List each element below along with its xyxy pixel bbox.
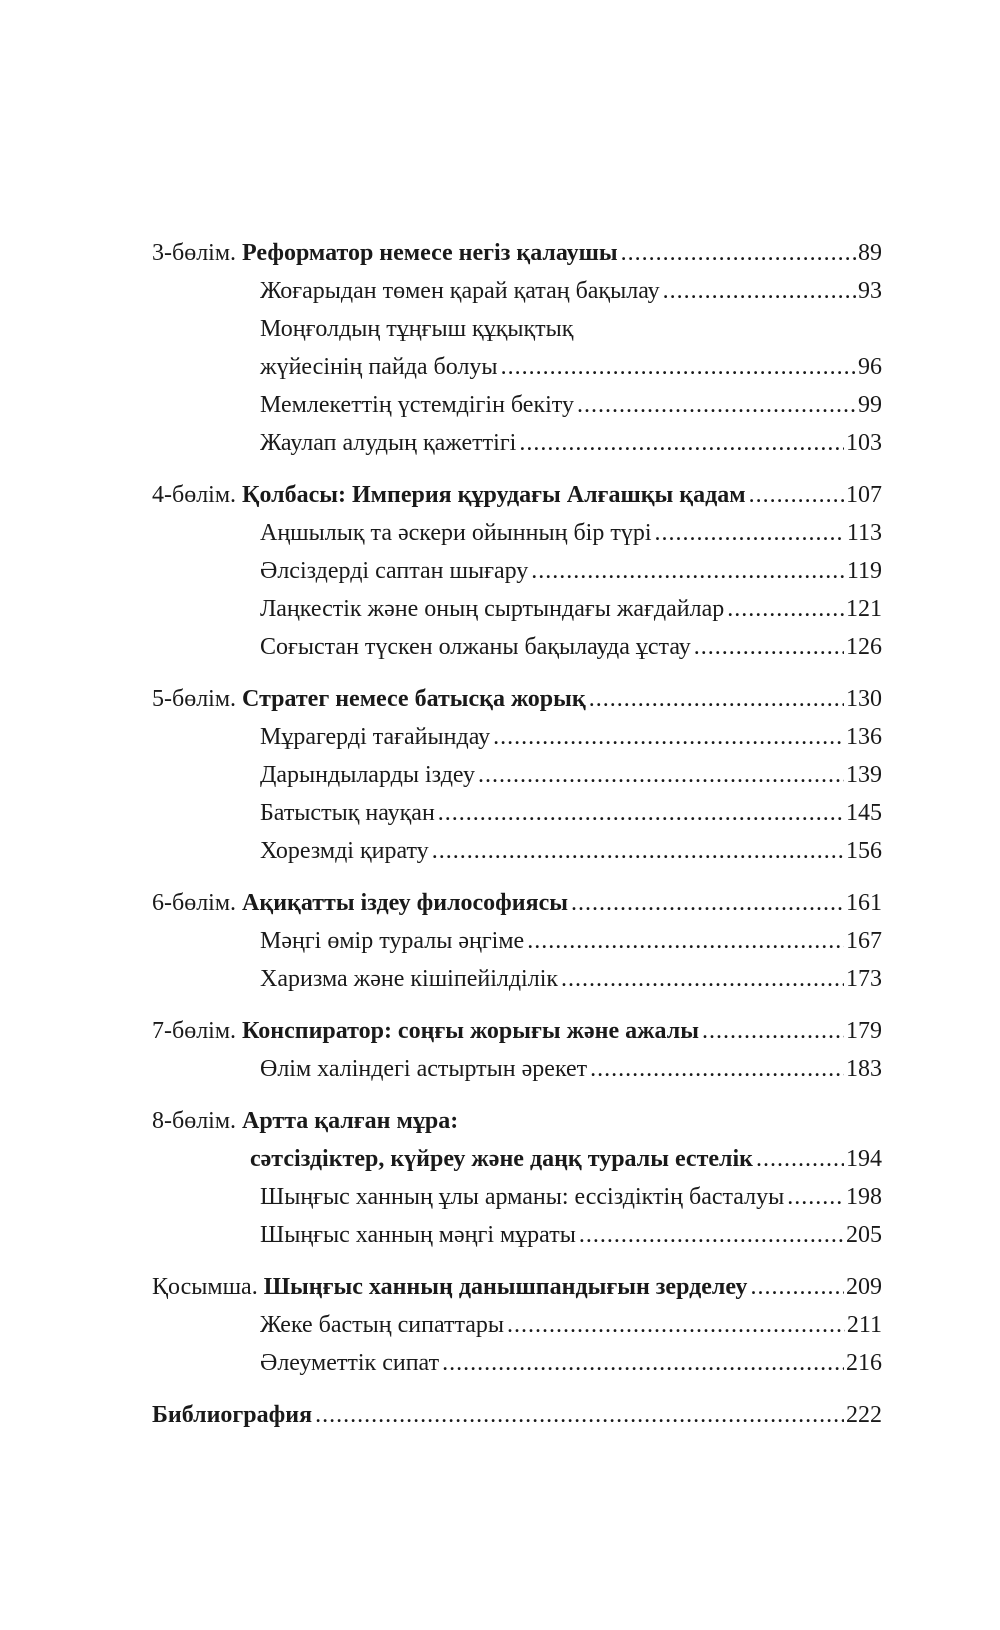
- chapter-title: Қолбасы: Империя құрудағы Алғашқы қадам: [242, 482, 746, 508]
- page-number: 194: [846, 1146, 882, 1172]
- entry-title: Әлеуметтік сипат: [260, 1350, 440, 1376]
- page-number: 211: [846, 1312, 882, 1338]
- page-number: 126: [846, 634, 882, 660]
- toc-entry-line1: [152, 310, 882, 348]
- toc-chapter-3: [152, 234, 882, 272]
- dot-leader: [561, 960, 844, 998]
- page-number: 103: [846, 430, 882, 456]
- chapter-prefix: 7-бөлім.: [152, 1018, 237, 1044]
- page-number: 89: [858, 240, 882, 266]
- toc-entry: [152, 348, 882, 386]
- chapter-title: Шыңғыс ханның данышпандығын зерделеу: [263, 1274, 748, 1300]
- entry-title: Әлсіздерді саптан шығару: [260, 558, 529, 584]
- page-number: 119: [846, 558, 882, 584]
- toc-entry: [152, 1178, 882, 1216]
- page-number: 183: [846, 1056, 882, 1082]
- dot-leader: [663, 272, 856, 310]
- toc-chapter-8: [152, 1140, 882, 1178]
- dot-leader: [315, 1396, 844, 1434]
- chapter-title: Стратег немесе батысқа жорық: [242, 686, 586, 712]
- chapter-prefix: 8-бөлім.: [152, 1108, 237, 1134]
- dot-leader: [727, 590, 844, 628]
- dot-leader: [787, 1178, 844, 1216]
- chapter-title: Ақиқатты іздеу философиясы: [242, 890, 568, 916]
- entry-title: Соғыстан түскен олжаны бақылауда ұстау: [260, 634, 691, 660]
- entry-title: Шыңғыс ханның мәңгі мұраты: [260, 1222, 576, 1248]
- toc-entry: [152, 1344, 882, 1382]
- toc-entry: [152, 1216, 882, 1254]
- entry-title: Өлім халіндегі астыртын әрекет: [260, 1056, 588, 1082]
- page-number: 96: [858, 354, 882, 380]
- toc-chapter-4: [152, 476, 882, 514]
- page-number: 136: [846, 724, 882, 750]
- dot-leader: [478, 756, 844, 794]
- page-number: 113: [846, 520, 882, 546]
- page-number: 99: [858, 392, 882, 418]
- entry-title: Харизма және кішіпейілділік: [260, 966, 559, 992]
- entry-title: Жоғарыдан төмен қарай қатаң бақылау: [260, 278, 660, 304]
- chapter-prefix: 6-бөлім.: [152, 890, 237, 916]
- toc-chapter-7: [152, 1012, 882, 1050]
- entry-title: жүйесінің пайда болуы: [260, 354, 498, 380]
- dot-leader: [577, 386, 856, 424]
- page-number: 130: [846, 686, 882, 712]
- dot-leader: [571, 884, 844, 922]
- dot-leader: [589, 680, 844, 718]
- toc-entry: [152, 424, 882, 462]
- page-number: 222: [846, 1402, 882, 1428]
- dot-leader: [579, 1216, 844, 1254]
- dot-leader: [621, 234, 856, 272]
- dot-leader: [442, 1344, 844, 1382]
- chapter-prefix: 3-бөлім.: [152, 240, 237, 266]
- chapter-title: Конспиратор: соңғы жорығы және ажалы: [242, 1018, 699, 1044]
- page-number: 107: [846, 482, 882, 508]
- page-number: 173: [846, 966, 882, 992]
- entry-title: Жеке бастың сипаттары: [260, 1312, 505, 1338]
- toc-chapter-5: [152, 680, 882, 718]
- page-number: 139: [846, 762, 882, 788]
- toc-entry: [152, 794, 882, 832]
- dot-leader: [501, 348, 856, 386]
- entry-title: Дарындыларды іздеу: [260, 762, 475, 788]
- entry-title: Аңшылық та әскери ойынның бір түрі: [260, 520, 652, 546]
- entry-title: Мұрагерді тағайындау: [260, 724, 491, 750]
- toc-entry: [152, 386, 882, 424]
- entry-title: Мәңгі өмір туралы әңгіме: [260, 928, 525, 954]
- dot-leader: [519, 424, 844, 462]
- entry-title: Моңғолдың тұңғыш құқықтық: [260, 316, 574, 342]
- dot-leader: [756, 1140, 844, 1178]
- toc-entry: [152, 1306, 882, 1344]
- toc-bibliography: [152, 1396, 882, 1434]
- toc-entry: [152, 922, 882, 960]
- page-number: 161: [846, 890, 882, 916]
- page-number: 167: [846, 928, 882, 954]
- chapter-title: Библиография: [152, 1402, 313, 1428]
- dot-leader: [655, 514, 845, 552]
- dot-leader: [750, 1268, 844, 1306]
- chapter-title: сәтсіздіктер, күйреу және даңқ туралы естелік: [250, 1146, 753, 1172]
- entry-title: Лаңкестік және оның сыртындағы жағдайлар: [260, 596, 725, 622]
- dot-leader: [531, 552, 845, 590]
- entry-title: Мемлекеттің үстемдігін бекіту: [260, 392, 574, 418]
- page-number: 121: [846, 596, 882, 622]
- page-number: 145: [846, 800, 882, 826]
- page-number: 156: [846, 838, 882, 864]
- toc-entry: [152, 832, 882, 870]
- dot-leader: [507, 1306, 845, 1344]
- dot-leader: [432, 832, 844, 870]
- chapter-title: Артта қалған мұра:: [242, 1108, 459, 1134]
- toc-entry: [152, 590, 882, 628]
- dot-leader: [749, 476, 844, 514]
- page-number: 179: [846, 1018, 882, 1044]
- entry-title: Хорезмді қирату: [260, 838, 429, 864]
- page-number: 205: [846, 1222, 882, 1248]
- chapter-prefix: Қосымша.: [152, 1274, 258, 1300]
- toc-chapter-8-line1: [152, 1102, 882, 1140]
- toc-entry: [152, 272, 882, 310]
- toc-chapter-6: [152, 884, 882, 922]
- entry-title: Жаулап алудың қажеттігі: [260, 430, 517, 456]
- page-number: 93: [858, 278, 882, 304]
- toc-appendix: [152, 1268, 882, 1306]
- page-number: 209: [846, 1274, 882, 1300]
- dot-leader: [702, 1012, 844, 1050]
- chapter-title: Реформатор немесе негіз қалаушы: [242, 240, 618, 266]
- dot-leader: [694, 628, 844, 666]
- toc-entry: [152, 552, 882, 590]
- toc-entry: [152, 1050, 882, 1088]
- table-of-contents: [152, 234, 882, 1434]
- toc-entry: [152, 756, 882, 794]
- dot-leader: [493, 718, 844, 756]
- chapter-prefix: 5-бөлім.: [152, 686, 237, 712]
- page-number: 216: [846, 1350, 882, 1376]
- dot-leader: [438, 794, 844, 832]
- dot-leader: [527, 922, 844, 960]
- toc-entry: [152, 718, 882, 756]
- chapter-prefix: 4-бөлім.: [152, 482, 237, 508]
- dot-leader: [590, 1050, 844, 1088]
- entry-title: Батыстық науқан: [260, 800, 435, 826]
- page-number: 198: [846, 1184, 882, 1210]
- toc-entry: [152, 514, 882, 552]
- toc-entry: [152, 628, 882, 666]
- toc-entry: [152, 960, 882, 998]
- entry-title: Шыңғыс ханның ұлы арманы: ессіздіктің басталуы: [260, 1184, 785, 1210]
